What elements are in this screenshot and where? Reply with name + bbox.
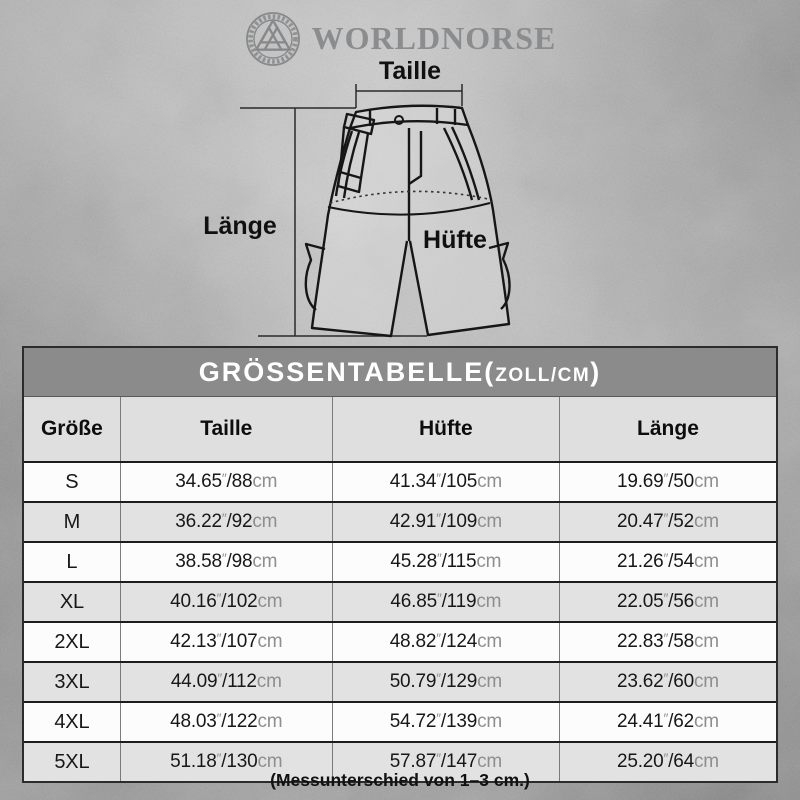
inch-mark: ″ (663, 751, 669, 767)
value-cm: 62 (673, 711, 694, 732)
value-inches: 38.58 (175, 551, 222, 572)
separator: / (668, 551, 674, 572)
laenge-cell (559, 662, 776, 702)
size-cell: M (24, 502, 120, 542)
separator: / (668, 591, 674, 612)
separator: / (226, 551, 232, 572)
cm-unit: cm (257, 711, 283, 732)
value-cm: 147 (445, 751, 478, 772)
separator: / (668, 631, 674, 652)
inch-mark: ″ (221, 511, 227, 527)
size-cell: XL (24, 582, 120, 622)
title-main: GRÖSSENTABELLE (198, 357, 485, 387)
inch-mark: ″ (663, 631, 669, 647)
cm-unit: cm (693, 671, 719, 692)
value-inches: 24.41 (616, 711, 664, 732)
inch-mark: ″ (663, 511, 669, 527)
huefte-cell (332, 462, 559, 502)
huefte-cell (332, 702, 559, 742)
value-inches: 48.82 (389, 631, 437, 652)
value-inches: 50.79 (389, 671, 437, 692)
inch-mark: ″ (221, 471, 227, 487)
inch-mark: ″ (436, 671, 441, 687)
value-inches: 54.72 (389, 711, 437, 732)
value-inches: 48.03 (170, 711, 217, 732)
cm-unit: cm (476, 551, 502, 572)
inch-mark: ″ (436, 471, 441, 487)
huefte-cell (332, 662, 559, 702)
separator: / (441, 551, 447, 572)
cm-unit: cm (477, 511, 503, 532)
inch-mark: ″ (663, 551, 669, 567)
title-open-paren: ( (484, 357, 496, 387)
inch-mark: ″ (663, 471, 669, 487)
inch-mark: ″ (216, 631, 222, 647)
header-row (24, 397, 776, 462)
inch-mark: ″ (663, 711, 669, 727)
value-inches: 34.65 (175, 471, 222, 492)
value-inches: 19.69 (616, 471, 664, 492)
value-inches: 44.09 (170, 671, 218, 692)
value-inches: 20.47 (616, 511, 664, 532)
inch-mark: ″ (216, 751, 222, 767)
inch-mark: ″ (436, 631, 441, 647)
cm-unit: cm (256, 671, 282, 692)
value-inches: 21.26 (616, 551, 664, 572)
huefte-cell (332, 542, 559, 582)
size-table-title (24, 348, 776, 397)
table-row (24, 662, 776, 702)
laenge-cell (559, 462, 776, 502)
inch-mark: ″ (436, 591, 442, 607)
taille-cell (120, 662, 332, 702)
cm-unit: cm (252, 511, 278, 532)
inch-mark: ″ (436, 751, 441, 767)
inch-mark: ″ (217, 671, 222, 687)
size-cell: 4XL (24, 702, 120, 742)
value-cm: 54 (673, 551, 694, 572)
cm-unit: cm (477, 711, 503, 732)
valknut-icon (244, 8, 302, 68)
value-cm: 119 (446, 591, 477, 612)
value-cm: 58 (673, 631, 694, 652)
size-table (22, 346, 778, 783)
cm-unit: cm (693, 471, 719, 492)
cm-unit: cm (477, 671, 503, 692)
col-header-laenge: Länge (559, 397, 776, 462)
value-cm: 88 (231, 471, 253, 492)
value-inches: 57.87 (389, 751, 437, 772)
separator: / (668, 751, 674, 772)
huefte-cell (332, 622, 559, 662)
size-cell: L (24, 542, 120, 582)
size-table-grid (24, 397, 776, 781)
table-row (24, 622, 776, 662)
laenge-cell (559, 582, 776, 622)
value-inches: 23.62 (616, 671, 664, 692)
value-inches: 22.83 (616, 631, 664, 652)
value-inches: 51.18 (170, 751, 217, 772)
length-label: Länge (203, 212, 277, 240)
value-inches: 42.91 (389, 511, 437, 532)
separator: / (668, 711, 674, 732)
separator: / (668, 511, 674, 532)
cm-unit: cm (693, 751, 719, 772)
value-inches: 46.85 (390, 591, 437, 612)
taille-cell (120, 582, 332, 622)
brand-name: WORLDNORSE (311, 19, 557, 56)
separator: / (226, 511, 232, 532)
value-cm: 92 (231, 511, 253, 532)
title-close-paren: ) (590, 357, 602, 387)
separator: / (441, 591, 447, 612)
value-inches: 25.20 (616, 751, 664, 772)
value-cm: 124 (445, 631, 478, 652)
col-header-huefte: Hüfte (332, 397, 559, 462)
separator: / (221, 591, 227, 612)
table-row (24, 702, 776, 742)
taille-cell (120, 702, 332, 742)
value-inches: 36.22 (175, 511, 222, 532)
separator: / (440, 511, 446, 532)
title-unit-note: ZOLL/CM (495, 365, 591, 386)
separator: / (221, 751, 227, 772)
value-cm: 129 (445, 671, 478, 692)
value-inches: 41.34 (389, 471, 437, 492)
value-cm: 52 (673, 511, 694, 532)
waist-label: Taille (378, 57, 442, 85)
inch-mark: ″ (663, 671, 669, 687)
cm-unit: cm (477, 471, 503, 492)
value-cm: 50 (673, 471, 694, 492)
value-cm: 107 (226, 631, 258, 652)
separator: / (222, 671, 228, 692)
laenge-cell (559, 502, 776, 542)
table-row (24, 582, 776, 622)
cm-unit: cm (693, 551, 719, 572)
col-header-taille: Taille (120, 397, 332, 462)
hip-label: Hüfte (423, 226, 487, 254)
separator: / (440, 711, 446, 732)
value-cm: 115 (446, 551, 477, 572)
size-cell: 5XL (24, 742, 120, 781)
cm-unit: cm (257, 631, 283, 652)
cm-unit: cm (477, 751, 503, 772)
separator: / (221, 711, 227, 732)
separator: / (440, 471, 446, 492)
laenge-cell (559, 622, 776, 662)
value-inches: 40.16 (170, 591, 217, 612)
inch-mark: ″ (216, 591, 222, 607)
cm-unit: cm (476, 591, 502, 612)
cm-unit: cm (252, 471, 278, 492)
inch-mark: ″ (436, 551, 442, 567)
size-cell: 3XL (24, 662, 120, 702)
laenge-cell (559, 702, 776, 742)
inch-mark: ″ (663, 591, 669, 607)
value-cm: 102 (226, 591, 258, 612)
shorts-silhouette-fill (312, 106, 509, 336)
separator: / (668, 471, 674, 492)
size-cell: 2XL (24, 622, 120, 662)
laenge-cell (559, 542, 776, 582)
huefte-cell (332, 502, 559, 542)
cm-unit: cm (693, 511, 719, 532)
value-inches: 45.28 (390, 551, 437, 572)
value-cm: 60 (673, 671, 694, 692)
value-cm: 122 (226, 711, 258, 732)
table-row (24, 542, 776, 582)
inch-mark: ″ (436, 711, 441, 727)
cm-unit: cm (693, 631, 719, 652)
table-row (24, 502, 776, 542)
inch-mark: ″ (436, 511, 441, 527)
cm-unit: cm (252, 551, 278, 572)
cm-unit: cm (693, 711, 719, 732)
taille-cell (120, 462, 332, 502)
separator: / (440, 631, 446, 652)
value-cm: 139 (445, 711, 478, 732)
value-cm: 130 (226, 751, 258, 772)
separator: / (440, 671, 446, 692)
col-header-size: Größe (24, 397, 120, 462)
separator: / (440, 751, 446, 772)
value-cm: 56 (673, 591, 694, 612)
separator: / (668, 671, 674, 692)
value-inches: 42.13 (170, 631, 217, 652)
cm-unit: cm (693, 591, 719, 612)
inch-mark: ″ (216, 711, 222, 727)
table-row (24, 462, 776, 502)
size-cell: S (24, 462, 120, 502)
value-cm: 64 (673, 751, 694, 772)
measurement-note: (Messunterschied von 1–3 cm.) (270, 770, 530, 790)
taille-cell (120, 542, 332, 582)
separator: / (221, 631, 227, 652)
separator: / (226, 471, 232, 492)
value-cm: 105 (445, 471, 478, 492)
taille-cell (120, 622, 332, 662)
value-inches: 22.05 (616, 591, 664, 612)
inch-mark: ″ (221, 551, 227, 567)
cm-unit: cm (257, 751, 283, 772)
huefte-cell (332, 582, 559, 622)
taille-cell (120, 502, 332, 542)
cm-unit: cm (257, 591, 283, 612)
value-cm: 109 (445, 511, 478, 532)
cm-unit: cm (477, 631, 503, 652)
value-cm: 112 (227, 671, 257, 692)
value-cm: 98 (231, 551, 253, 572)
